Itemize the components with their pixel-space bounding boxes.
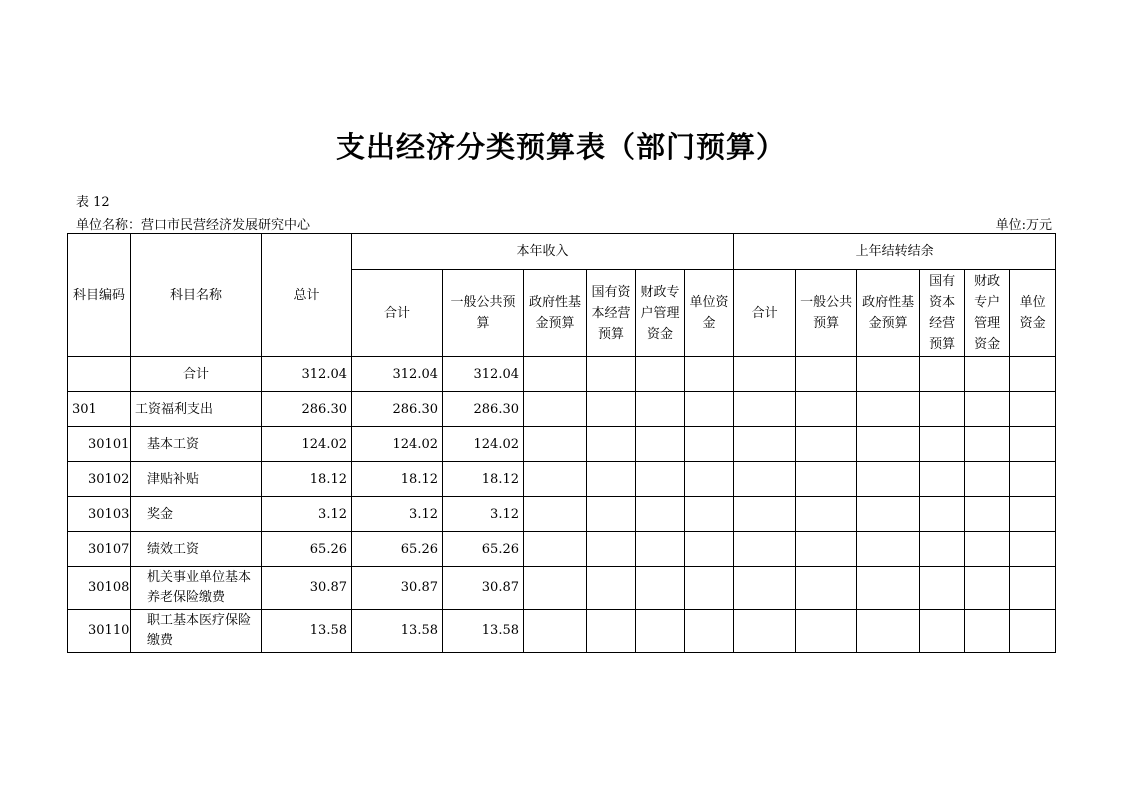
empty-cell (636, 357, 685, 392)
header-col: 国有资本经营预算 (920, 270, 965, 357)
empty-cell (857, 497, 920, 532)
header-code: 科目编码 (68, 234, 131, 357)
empty-cell (857, 567, 920, 610)
empty-cell (920, 532, 965, 567)
empty-cell (1010, 532, 1056, 567)
table-row (68, 532, 1056, 567)
header-col: 财政专户管理资金 (965, 270, 1010, 357)
row-ty-total: 18.12 (352, 462, 443, 497)
row-ty-general: 65.26 (443, 532, 524, 567)
row-total: 65.26 (262, 532, 352, 567)
empty-cell (965, 427, 1010, 462)
row-total: 3.12 (262, 497, 352, 532)
empty-cell (857, 532, 920, 567)
header-col: 合计 (352, 270, 443, 357)
table-row (68, 357, 1056, 392)
empty-cell (1010, 427, 1056, 462)
row-ty-general: 3.12 (443, 497, 524, 532)
row-ty-total: 13.58 (352, 610, 443, 653)
row-name: 津贴补贴 (131, 462, 262, 497)
empty-cell (857, 462, 920, 497)
empty-cell (524, 610, 587, 653)
empty-cell (796, 497, 857, 532)
empty-cell (965, 567, 1010, 610)
row-code: 301 (68, 392, 131, 427)
table-row (68, 392, 1056, 427)
empty-cell (920, 357, 965, 392)
empty-cell (965, 610, 1010, 653)
header-total: 总计 (262, 234, 352, 357)
empty-cell (636, 462, 685, 497)
row-ty-general: 312.04 (443, 357, 524, 392)
empty-cell (920, 497, 965, 532)
empty-cell (965, 357, 1010, 392)
header-col: 单位资金 (685, 270, 734, 357)
row-name: 工资福利支出 (131, 392, 262, 427)
row-ty-total: 65.26 (352, 532, 443, 567)
row-total: 30.87 (262, 567, 352, 610)
row-code: 30107 (68, 532, 131, 567)
header-col: 政府性基金预算 (857, 270, 920, 357)
row-code (68, 357, 131, 392)
header-col: 国有资本经营预算 (587, 270, 636, 357)
empty-cell (734, 567, 796, 610)
currency-unit: 单位:万元 (995, 218, 1052, 233)
empty-cell (636, 567, 685, 610)
empty-cell (734, 427, 796, 462)
empty-cell (734, 357, 796, 392)
row-ty-total: 312.04 (352, 357, 443, 392)
empty-cell (587, 497, 636, 532)
header-col: 单位资金 (1010, 270, 1056, 357)
empty-cell (1010, 610, 1056, 653)
row-code: 30110 (68, 610, 131, 653)
row-name: 职工基本医疗保险缴费 (131, 610, 262, 653)
empty-cell (920, 610, 965, 653)
row-name: 合计 (131, 357, 262, 392)
empty-cell (734, 532, 796, 567)
empty-cell (587, 610, 636, 653)
row-total: 18.12 (262, 462, 352, 497)
empty-cell (920, 392, 965, 427)
empty-cell (965, 392, 1010, 427)
empty-cell (524, 532, 587, 567)
row-total: 124.02 (262, 427, 352, 462)
header-col: 政府性基金预算 (524, 270, 587, 357)
empty-cell (734, 392, 796, 427)
empty-cell (920, 427, 965, 462)
empty-cell (587, 532, 636, 567)
empty-cell (857, 357, 920, 392)
empty-cell (796, 392, 857, 427)
row-total: 312.04 (262, 357, 352, 392)
empty-cell (685, 392, 734, 427)
empty-cell (685, 462, 734, 497)
empty-cell (685, 532, 734, 567)
header-this-year: 本年收入 (352, 234, 734, 270)
empty-cell (796, 357, 857, 392)
row-code: 30102 (68, 462, 131, 497)
table-row (68, 462, 1056, 497)
row-ty-total: 286.30 (352, 392, 443, 427)
empty-cell (685, 497, 734, 532)
empty-cell (685, 427, 734, 462)
empty-cell (1010, 357, 1056, 392)
empty-cell (685, 357, 734, 392)
empty-cell (796, 532, 857, 567)
empty-cell (1010, 462, 1056, 497)
header-name: 科目名称 (131, 234, 262, 357)
header-carryover: 上年结转结余 (734, 234, 1056, 270)
row-ty-total: 30.87 (352, 567, 443, 610)
row-ty-total: 124.02 (352, 427, 443, 462)
row-code: 30101 (68, 427, 131, 462)
empty-cell (524, 567, 587, 610)
empty-cell (636, 427, 685, 462)
empty-cell (965, 462, 1010, 497)
empty-cell (636, 532, 685, 567)
table-row (68, 567, 1056, 610)
empty-cell (796, 610, 857, 653)
empty-cell (524, 462, 587, 497)
empty-cell (636, 497, 685, 532)
header-col: 一般公共预算 (443, 270, 524, 357)
empty-cell (685, 610, 734, 653)
page-title: 支出经济分类预算表（部门预算） (335, 130, 786, 164)
table-row (68, 610, 1056, 653)
empty-cell (965, 497, 1010, 532)
row-code: 30103 (68, 497, 131, 532)
row-code: 30108 (68, 567, 131, 610)
row-total: 13.58 (262, 610, 352, 653)
empty-cell (1010, 567, 1056, 610)
empty-cell (587, 392, 636, 427)
empty-cell (587, 427, 636, 462)
table-row (68, 497, 1056, 532)
empty-cell (920, 462, 965, 497)
header-col: 合计 (734, 270, 796, 357)
empty-cell (734, 610, 796, 653)
row-ty-total: 3.12 (352, 497, 443, 532)
empty-cell (524, 357, 587, 392)
empty-cell (1010, 497, 1056, 532)
empty-cell (524, 392, 587, 427)
empty-cell (796, 427, 857, 462)
empty-cell (636, 392, 685, 427)
empty-cell (524, 497, 587, 532)
empty-cell (685, 567, 734, 610)
empty-cell (636, 610, 685, 653)
empty-cell (587, 462, 636, 497)
row-ty-general: 18.12 (443, 462, 524, 497)
row-ty-general: 30.87 (443, 567, 524, 610)
header-row-1 (68, 234, 1056, 270)
row-name: 基本工资 (131, 427, 262, 462)
empty-cell (796, 462, 857, 497)
row-total: 286.30 (262, 392, 352, 427)
unit-name: 单位名称：营口市民营经济发展研究中心 (76, 218, 311, 233)
row-ty-general: 124.02 (443, 427, 524, 462)
empty-cell (1010, 392, 1056, 427)
empty-cell (734, 462, 796, 497)
row-ty-general: 286.30 (443, 392, 524, 427)
row-name: 机关事业单位基本养老保险缴费 (131, 567, 262, 610)
row-name: 奖金 (131, 497, 262, 532)
header-col: 财政专户管理资金 (636, 270, 685, 357)
row-ty-general: 13.58 (443, 610, 524, 653)
empty-cell (857, 427, 920, 462)
empty-cell (965, 532, 1010, 567)
empty-cell (587, 567, 636, 610)
table-number: 表 12 (76, 195, 110, 210)
row-name: 绩效工资 (131, 532, 262, 567)
empty-cell (796, 567, 857, 610)
table-row (68, 427, 1056, 462)
empty-cell (920, 567, 965, 610)
header-col: 一般公共预算 (796, 270, 857, 357)
empty-cell (587, 357, 636, 392)
empty-cell (857, 610, 920, 653)
empty-cell (857, 392, 920, 427)
empty-cell (734, 497, 796, 532)
empty-cell (524, 427, 587, 462)
budget-table (67, 233, 1056, 653)
